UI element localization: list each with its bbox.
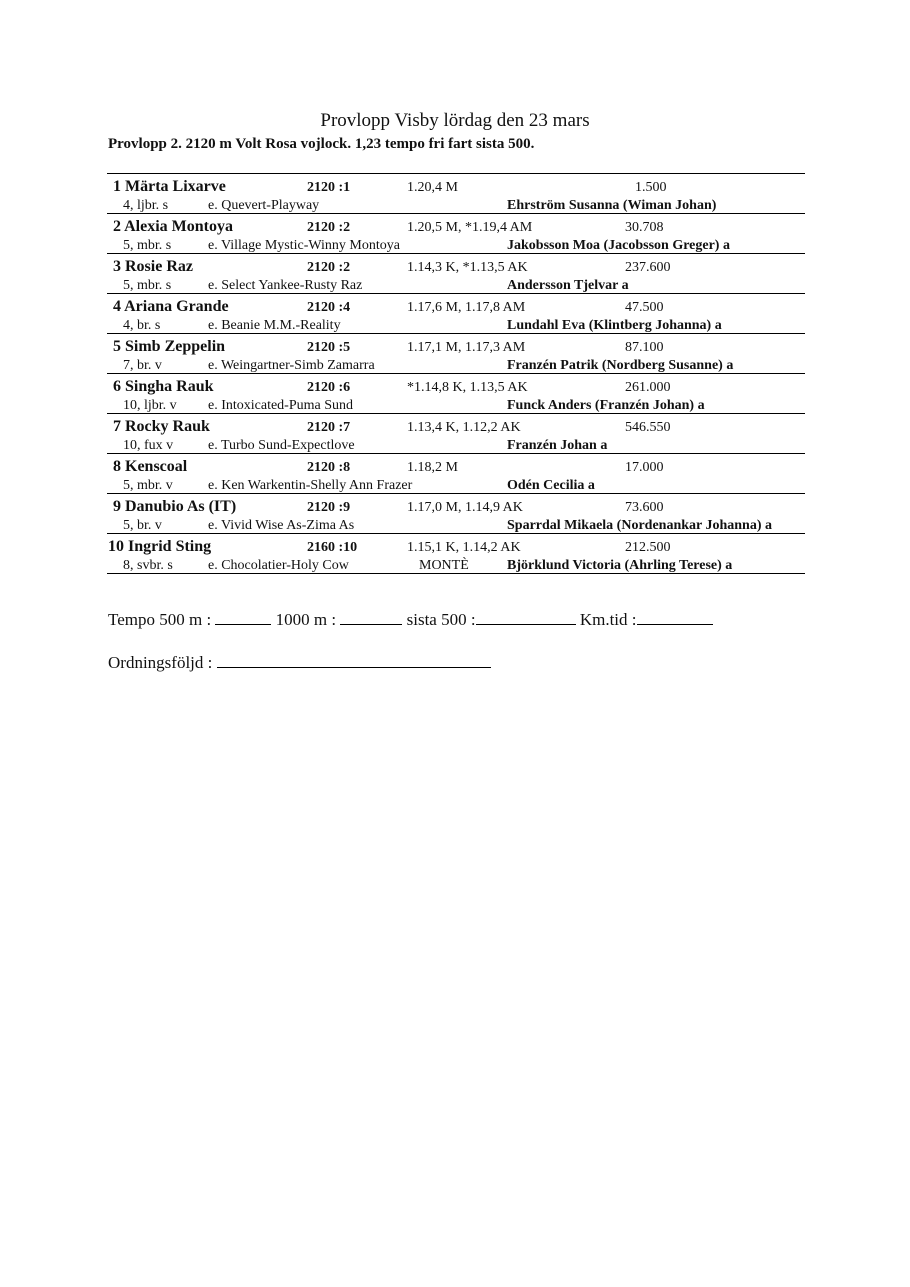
horse-name: 5 Simb Zeppelin bbox=[113, 338, 226, 355]
driver-trainer: Ehrström Susanna (Wiman Johan) bbox=[507, 198, 717, 213]
driver-trainer: Odén Cecilia a bbox=[507, 478, 595, 493]
pedigree: e. Weingartner-Simb Zamarra bbox=[208, 358, 375, 373]
records: 1.13,4 K, 1.12,2 AK bbox=[407, 420, 521, 435]
records: 1.14,3 K, *1.13,5 AK bbox=[407, 260, 528, 275]
distance-post: 2120 :8 bbox=[307, 460, 351, 475]
records: *1.14,8 K, 1.13,5 AK bbox=[407, 380, 528, 395]
horse-name: 1 Märta Lixarve bbox=[113, 178, 226, 195]
last-500-label: sista 500 : bbox=[406, 610, 476, 629]
age-color-sex: 4, br. s bbox=[123, 318, 161, 333]
pedigree: e. Chocolatier-Holy Cow bbox=[208, 558, 349, 573]
entry-row bbox=[107, 334, 805, 374]
tempo-500-label: Tempo 500 m : bbox=[108, 610, 212, 629]
records: 1.20,5 M, *1.19,4 AM bbox=[407, 220, 533, 235]
horse-name: 10 Ingrid Sting bbox=[108, 538, 212, 555]
driver-trainer: Funck Anders (Franzén Johan) a bbox=[507, 398, 705, 413]
driver-trainer: Jakobsson Moa (Jacobsson Greger) a bbox=[507, 238, 730, 253]
order-line bbox=[108, 652, 491, 674]
entry-row bbox=[107, 534, 805, 574]
records: 1.18,2 M bbox=[407, 460, 458, 475]
age-color-sex: 8, svbr. s bbox=[123, 558, 173, 573]
age-color-sex: 7, br. v bbox=[123, 358, 162, 373]
distance-post: 2120 :9 bbox=[307, 500, 351, 515]
page-title: Provlopp Visby lördag den 23 mars bbox=[320, 110, 590, 131]
entry-row bbox=[107, 454, 805, 494]
distance-post: 2120 :2 bbox=[307, 220, 351, 235]
distance-post: 2120 :5 bbox=[307, 340, 351, 355]
horse-name: 6 Singha Rauk bbox=[113, 378, 214, 395]
earnings: 47.500 bbox=[625, 300, 664, 315]
entry-row bbox=[107, 374, 805, 414]
entry-row bbox=[107, 494, 805, 534]
earnings: 237.600 bbox=[625, 260, 671, 275]
horse-name: 4 Ariana Grande bbox=[113, 298, 229, 315]
tempo-500-blank bbox=[215, 609, 271, 625]
records: 1.17,0 M, 1.14,9 AK bbox=[407, 500, 523, 515]
entry-row bbox=[107, 294, 805, 334]
tempo-line bbox=[108, 609, 713, 631]
distance-post: 2120 :4 bbox=[307, 300, 351, 315]
age-color-sex: 5, br. v bbox=[123, 518, 162, 533]
tempo-1000-label: 1000 m : bbox=[275, 610, 337, 629]
age-color-sex: 5, mbr. s bbox=[123, 278, 172, 293]
pedigree: e. Select Yankee-Rusty Raz bbox=[208, 278, 363, 293]
distance-post: 2120 :2 bbox=[307, 260, 351, 275]
order-blank bbox=[217, 652, 491, 668]
earnings: 87.100 bbox=[625, 340, 664, 355]
distance-post: 2120 :7 bbox=[307, 420, 351, 435]
earnings: 546.550 bbox=[625, 420, 671, 435]
driver-trainer: Andersson Tjelvar a bbox=[507, 278, 629, 293]
pedigree: e. Turbo Sund-Expectlove bbox=[208, 438, 355, 453]
earnings: 73.600 bbox=[625, 500, 664, 515]
race-subtitle: Provlopp 2. 2120 m Volt Rosa vojlock. 1,23 tempo fri fart sista 500. bbox=[108, 136, 535, 152]
age-color-sex: 4, ljbr. s bbox=[123, 198, 169, 213]
driver-trainer: Sparrdal Mikaela (Nordenankar Johanna) a bbox=[507, 518, 772, 533]
horse-name: 3 Rosie Raz bbox=[113, 258, 193, 275]
pedigree: e. Village Mystic-Winny Montoya bbox=[208, 238, 400, 253]
pedigree: e. Quevert-Playway bbox=[208, 198, 320, 213]
earnings: 17.000 bbox=[625, 460, 664, 475]
driver-trainer: Franzén Johan a bbox=[507, 438, 608, 453]
horse-name: 8 Kenscoal bbox=[113, 458, 188, 475]
pedigree: e. Vivid Wise As-Zima As bbox=[208, 518, 355, 533]
age-color-sex: 5, mbr. v bbox=[123, 478, 173, 493]
pedigree: e. Ken Warkentin-Shelly Ann Frazer bbox=[208, 478, 413, 493]
records: 1.17,1 M, 1.17,3 AM bbox=[407, 340, 526, 355]
km-time-blank bbox=[637, 609, 713, 625]
horse-name: 9 Danubio As (IT) bbox=[113, 498, 237, 515]
horse-name: 7 Rocky Rauk bbox=[113, 418, 210, 435]
extra-note: MONTÈ bbox=[419, 558, 469, 573]
driver-trainer: Björklund Victoria (Ahrling Terese) a bbox=[507, 558, 733, 573]
order-label: Ordningsföljd : bbox=[108, 653, 213, 672]
distance-post: 2120 :1 bbox=[307, 180, 351, 195]
entry-row bbox=[107, 174, 805, 214]
last-500-blank bbox=[476, 609, 576, 625]
pedigree: e. Intoxicated-Puma Sund bbox=[208, 398, 354, 413]
age-color-sex: 10, ljbr. v bbox=[123, 398, 177, 413]
km-time-label: Km.tid : bbox=[579, 610, 637, 629]
distance-post: 2120 :6 bbox=[307, 380, 351, 395]
records: 1.17,6 M, 1.17,8 AM bbox=[407, 300, 526, 315]
earnings: 1.500 bbox=[635, 180, 667, 195]
records: 1.20,4 M bbox=[407, 180, 458, 195]
age-color-sex: 5, mbr. s bbox=[123, 238, 172, 253]
records: 1.15,1 K, 1.14,2 AK bbox=[407, 540, 521, 555]
entry-row bbox=[107, 254, 805, 294]
horse-name: 2 Alexia Montoya bbox=[113, 218, 233, 235]
entry-row bbox=[107, 414, 805, 454]
tempo-1000-blank bbox=[340, 609, 402, 625]
earnings: 261.000 bbox=[625, 380, 671, 395]
driver-trainer: Lundahl Eva (Klintberg Johanna) a bbox=[507, 318, 722, 333]
entry-row bbox=[107, 214, 805, 254]
earnings: 30.708 bbox=[625, 220, 664, 235]
distance-post: 2160 :10 bbox=[307, 540, 358, 555]
age-color-sex: 10, fux v bbox=[123, 438, 174, 453]
pedigree: e. Beanie M.M.-Reality bbox=[208, 318, 341, 333]
driver-trainer: Franzén Patrik (Nordberg Susanne) a bbox=[507, 358, 734, 373]
earnings: 212.500 bbox=[625, 540, 671, 555]
entries-table bbox=[107, 173, 805, 574]
